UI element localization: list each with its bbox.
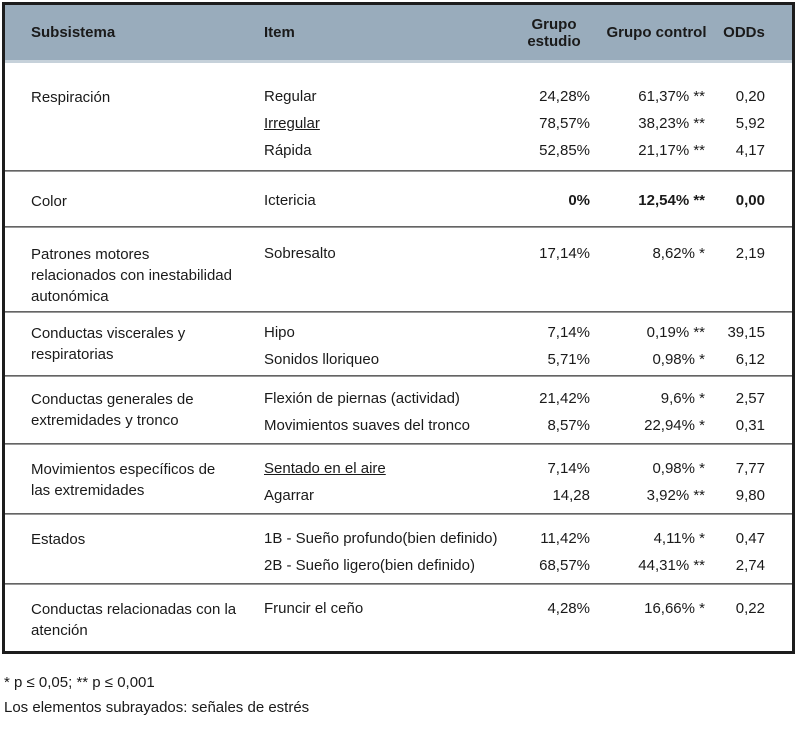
subsystem-label: Conductas relacionadas con la atención [31, 601, 237, 639]
item-cell: Hipo [264, 324, 295, 341]
table-row [237, 137, 792, 164]
table-row [237, 319, 792, 346]
table-row [237, 552, 792, 579]
grupo-control-cell: 0,98% * [652, 460, 705, 477]
odds-cell: 2,57 [735, 390, 765, 407]
grupo-estudio-cell: 7,14% [547, 324, 590, 341]
subsystem-label: Patrones motores relacionados con inestabilidad autonómica [31, 246, 232, 305]
table-row [237, 346, 792, 373]
grupo-estudio-cell: 8,57% [547, 417, 590, 434]
subsystem-label: Conductas generales de extremidades y tronco [31, 391, 194, 429]
item-cell: 2B - Sueño ligero(bien definido) [264, 557, 475, 574]
odds-cell: 4,17 [735, 142, 765, 159]
item-cell: Movimientos suaves del tronco [264, 417, 470, 434]
item-cell: Ictericia [264, 192, 316, 209]
grupo-estudio-cell: 24,28% [539, 88, 590, 105]
odds-cell: 2,19 [735, 245, 765, 262]
section-conductas-atencion [5, 585, 792, 651]
section-respiracion [5, 63, 792, 170]
subsystem-label: Conductas viscerales y respiratorias [31, 325, 186, 363]
footnotes [4, 670, 309, 720]
grupo-control-cell: 61,37% ** [638, 88, 705, 105]
grupo-control-cell: 0,19% ** [646, 324, 705, 341]
odds-cell: 9,80 [735, 487, 765, 504]
header-subsistema: Subsistema [31, 24, 116, 41]
grupo-control-cell: 16,66% * [644, 600, 705, 617]
table-row [237, 110, 792, 137]
header-grupo-estudio: Grupo estudio [527, 15, 581, 50]
item-cell: Fruncir el ceño [264, 600, 364, 617]
grupo-estudio-cell: 7,14% [547, 460, 590, 477]
section-conductas-viscerales [5, 313, 792, 375]
item-cell: Irregular [264, 115, 320, 132]
section-movimientos-especificos [5, 445, 792, 513]
footnote-pvalues: * p ≤ 0,05; ** p ≤ 0,001 [4, 674, 155, 691]
grupo-estudio-cell: 5,71% [547, 351, 590, 368]
table-row [237, 595, 792, 622]
grupo-estudio-cell: 0% [568, 192, 590, 209]
grupo-control-cell: 22,94% * [644, 417, 705, 434]
odds-cell: 0,31 [735, 417, 765, 434]
results-table [2, 2, 795, 654]
table-row [237, 83, 792, 110]
grupo-estudio-cell: 52,85% [539, 142, 590, 159]
odds-cell: 39,15 [727, 324, 765, 341]
table-row [237, 412, 792, 439]
footnote-underline: Los elementos subrayados: señales de estrés [4, 699, 310, 716]
item-cell: 1B - Sueño profundo(bien definido) [264, 530, 498, 547]
table-row [237, 482, 792, 509]
odds-cell: 6,12 [735, 351, 765, 368]
item-cell: Sonidos lloriqueo [264, 351, 380, 368]
grupo-estudio-cell: 21,42% [539, 390, 590, 407]
subsystem-label: Movimientos específicos de las extremidades [31, 461, 216, 499]
grupo-control-cell: 12,54% ** [638, 192, 705, 209]
odds-cell: 0,00 [735, 192, 765, 209]
grupo-estudio-cell: 78,57% [539, 115, 590, 132]
odds-cell: 2,74 [735, 557, 765, 574]
grupo-control-cell: 3,92% ** [646, 487, 705, 504]
header-grupo-control: Grupo control [606, 24, 707, 41]
table-row [237, 187, 792, 214]
table-row [237, 385, 792, 412]
table-header [5, 5, 792, 63]
grupo-control-cell: 8,62% * [652, 245, 705, 262]
subsystem-label: Respiración [31, 89, 111, 106]
grupo-control-cell: 38,23% ** [638, 115, 705, 132]
grupo-control-cell: 21,17% ** [638, 142, 705, 159]
item-cell: Flexión de piernas (actividad) [264, 390, 460, 407]
odds-cell: 7,77 [735, 460, 765, 477]
section-conductas-generales [5, 377, 792, 443]
grupo-estudio-cell: 4,28% [547, 600, 590, 617]
grupo-estudio-cell: 17,14% [539, 245, 590, 262]
grupo-control-cell: 9,6% * [660, 390, 705, 407]
table-row [237, 455, 792, 482]
item-cell: Agarrar [264, 487, 315, 504]
grupo-estudio-cell: 14,28 [552, 487, 590, 504]
section-estados [5, 515, 792, 583]
odds-cell: 0,22 [735, 600, 765, 617]
odds-cell: 0,47 [735, 530, 765, 547]
header-odds: ODDs [723, 24, 765, 41]
item-cell: Rápida [264, 142, 312, 159]
subsystem-label: Estados [31, 531, 86, 548]
table-row [237, 525, 792, 552]
grupo-control-cell: 0,98% * [652, 351, 705, 368]
header-item: Item [264, 24, 295, 41]
grupo-estudio-cell: 68,57% [539, 557, 590, 574]
section-color [5, 172, 792, 226]
grupo-estudio-cell: 11,42% [540, 530, 590, 547]
grupo-control-cell: 4,11% * [653, 530, 705, 547]
section-patrones-motores [5, 228, 792, 311]
item-cell: Regular [264, 88, 317, 105]
item-cell: Sobresalto [264, 245, 336, 262]
odds-cell: 5,92 [735, 115, 765, 132]
odds-cell: 0,20 [735, 88, 765, 105]
table-row [237, 240, 792, 267]
subsystem-label: Color [31, 193, 67, 210]
item-cell: Sentado en el aire [264, 460, 386, 477]
grupo-control-cell: 44,31% ** [638, 557, 705, 574]
